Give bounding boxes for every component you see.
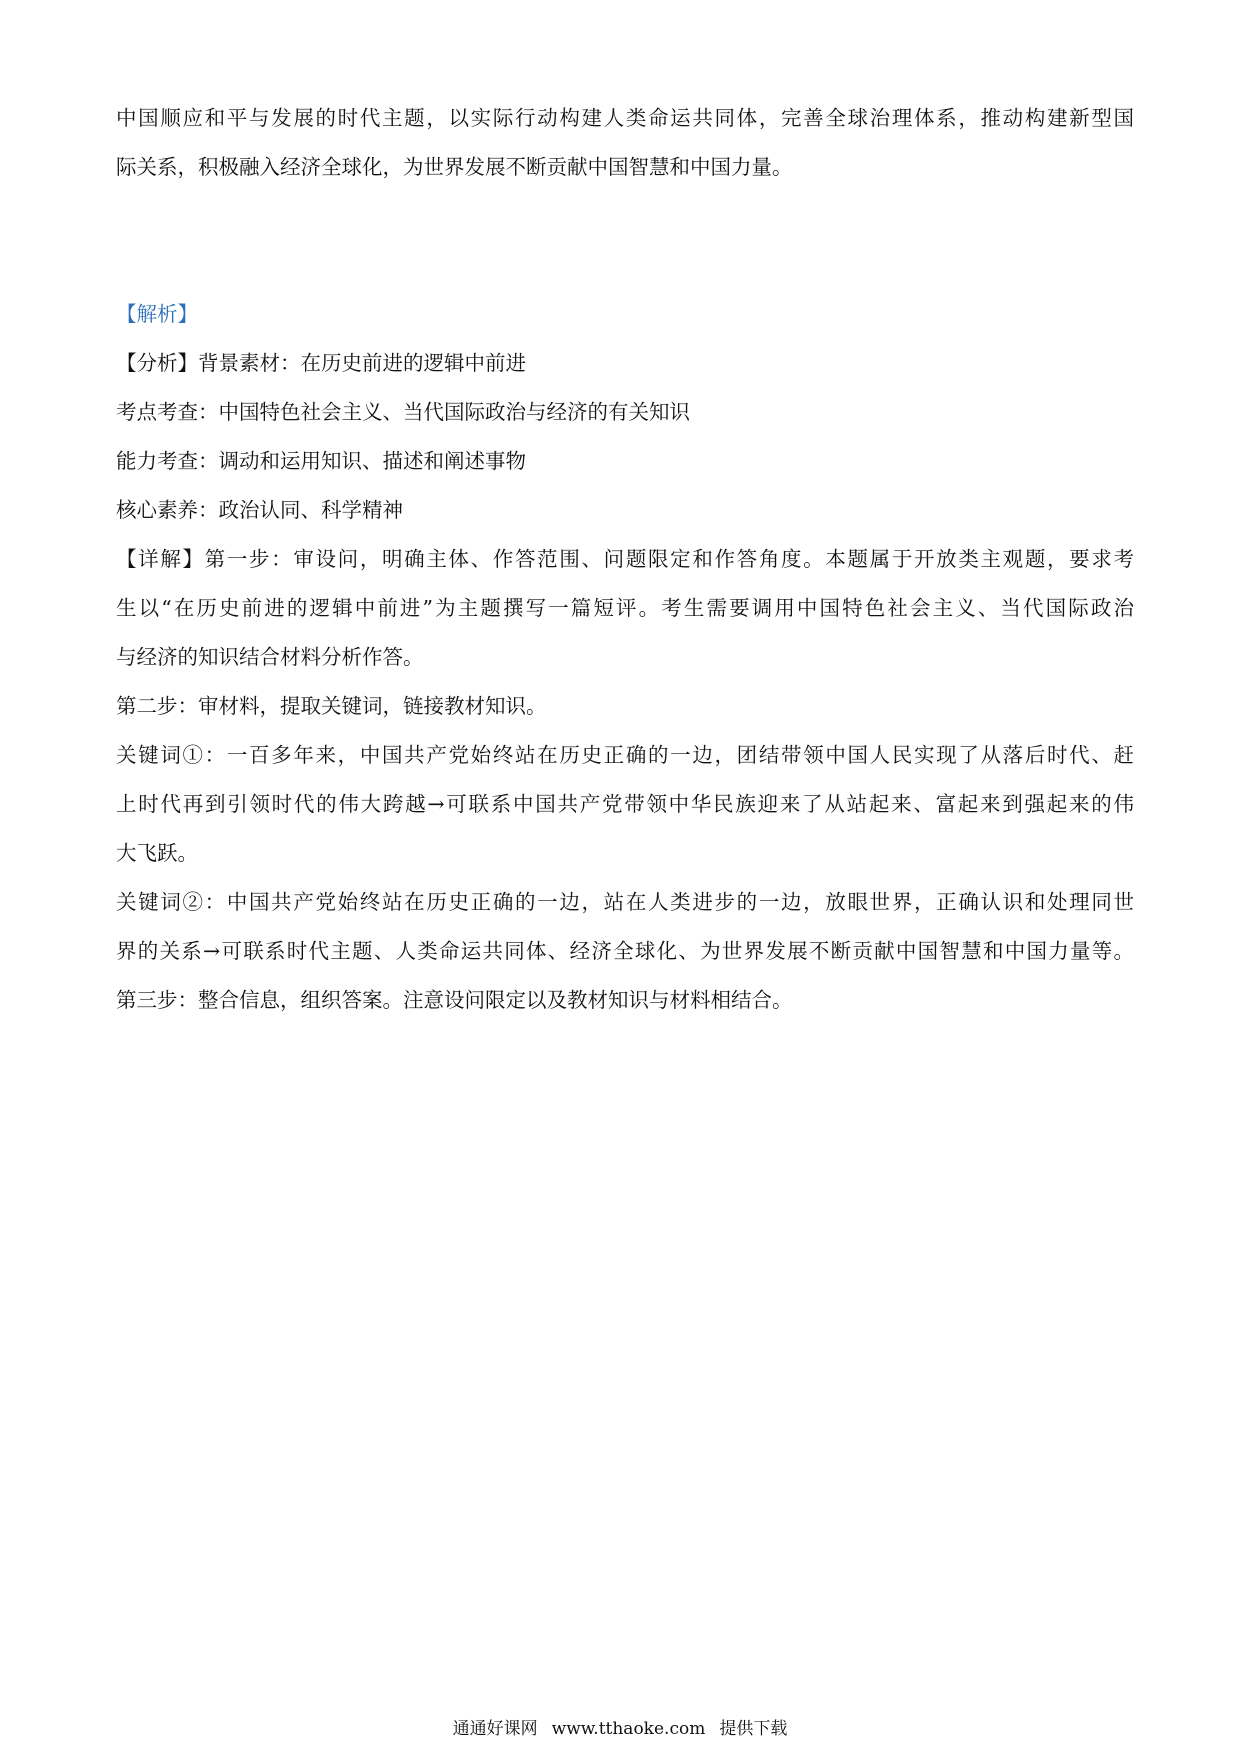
xiangjie-line-1: 【详解】第一步：审设问，明确主体、作答范围、问题限定和作答角度。本题属于开放类主观题，要求考 [116, 547, 1134, 571]
fenxi-line: 【分析】背景素材：在历史前进的逻辑中前进 [116, 351, 526, 375]
xiangjie-line-3: 与经济的知识结合材料分析作答。 [116, 645, 424, 669]
intro-paragraph [116, 94, 1134, 192]
analysis-section [116, 290, 1134, 1025]
footer-suffix: 提供下载 [719, 1719, 788, 1739]
keyword2-line-2: 界的关系→可联系时代主题、人类命运共同体、经济全球化、为世界发展不断贡献中国智慧和中国力量等。 [116, 939, 1134, 963]
keyword2-line-1: 关键词②：中国共产党始终站在历史正确的一边，站在人类进步的一边，放眼世界，正确认识和处理同世 [116, 890, 1134, 914]
page-footer [0, 1717, 1240, 1741]
footer-site-name: 通通好课网 [452, 1719, 538, 1739]
nengli-line: 能力考查：调动和运用知识、描述和阐述事物 [116, 449, 526, 473]
intro-line-1: 中国顺应和平与发展的时代主题，以实际行动构建人类命运共同体，完善全球治理体系，推动构建新型国 [116, 106, 1134, 130]
intro-line-2: 际关系，积极融入经济全球化，为世界发展不断贡献中国智慧和中国力量。 [116, 155, 793, 179]
suyang-line: 核心素养：政治认同、科学精神 [116, 498, 403, 522]
kaodian-line: 考点考查：中国特色社会主义、当代国际政治与经济的有关知识 [116, 400, 690, 424]
keyword1-line-2: 上时代再到引领时代的伟大跨越→可联系中国共产党带领中华民族迎来了从站起来、富起来到强起来的伟 [116, 792, 1134, 816]
xiangjie-line-2: 生以“在历史前进的逻辑中前进”为主题撰写一篇短评。考生需要调用中国特色社会主义、当代国际政治 [116, 596, 1134, 620]
analysis-heading: 【解析】 [116, 302, 198, 326]
footer-url-link[interactable]: www.tthaoke.com [551, 1719, 706, 1739]
keyword1-line-1: 关键词①：一百多年来，中国共产党始终站在历史正确的一边，团结带领中国人民实现了从落后时代、赶 [116, 743, 1134, 767]
step3-line: 第三步：整合信息，组织答案。注意设问限定以及教材知识与材料相结合。 [116, 988, 793, 1012]
step2-line: 第二步：审材料，提取关键词，链接教材知识。 [116, 694, 547, 718]
keyword1-line-3: 大飞跃。 [116, 841, 198, 865]
